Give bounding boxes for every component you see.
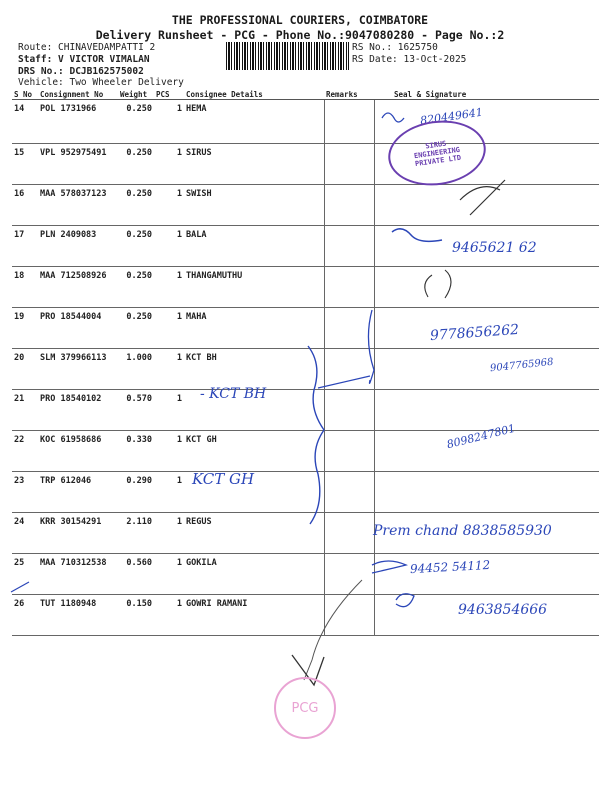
cell-sno: 22	[12, 431, 38, 472]
cell-sno: 19	[12, 308, 38, 349]
cell-sno: 18	[12, 267, 38, 308]
pcg-stamp-text: PCG	[291, 700, 319, 716]
cell-consignment: SLM 379966113	[38, 349, 118, 390]
cell-consignment: PLN 2409083	[38, 226, 118, 267]
cell-consignee: SWISH	[184, 185, 324, 226]
cell-pcs: 1	[154, 554, 184, 595]
cell-weight: 2.110	[118, 513, 154, 554]
vehicle-info: Vehicle: Two Wheeler Delivery	[18, 77, 184, 88]
cell-weight: 0.250	[118, 308, 154, 349]
cell-weight: 0.570	[118, 390, 154, 431]
cell-weight: 0.250	[118, 100, 154, 144]
cell-consignment: POL 1731966	[38, 100, 118, 144]
col-consignment: Consignment No	[38, 89, 118, 100]
hw-phone-25: 94452 54112	[409, 557, 491, 577]
cell-sno: 14	[12, 100, 38, 144]
hw-prem-chand: Prem chand 8838585930	[373, 523, 552, 539]
route-info: Route: CHINAVEDAMPATTI 2	[18, 42, 156, 53]
cell-consignee: SIRUS	[184, 144, 324, 185]
cell-pcs: 1	[154, 349, 184, 390]
hw-phone-22: 8098247801	[445, 421, 517, 452]
hw-phone-14: 820449641	[419, 105, 484, 128]
cell-pcs: 1	[154, 226, 184, 267]
col-consignee: Consignee Details	[184, 89, 324, 100]
cell-weight: 0.560	[118, 554, 154, 595]
col-seal: Seal & Signature	[374, 89, 599, 100]
cell-consignee: MAHA	[184, 308, 324, 349]
cell-sno: 23	[12, 472, 38, 513]
cell-sno: 17	[12, 226, 38, 267]
cell-consignee: THANGAMUTHU	[184, 267, 324, 308]
hw-kct-bh: - KCT BH	[200, 386, 267, 402]
company-title: THE PROFESSIONAL COURIERS, COIMBATORE	[171, 13, 429, 27]
col-sno: S No	[12, 89, 38, 100]
cell-weight: 0.290	[118, 472, 154, 513]
cell-pcs: 1	[154, 472, 184, 513]
cell-sno: 16	[12, 185, 38, 226]
hw-phone-20: 9047765968	[489, 356, 555, 375]
cell-sno: 21	[12, 390, 38, 431]
col-remarks: Remarks	[324, 89, 374, 100]
cell-consignment: TUT 1180948	[38, 595, 118, 636]
cell-sno: 24	[12, 513, 38, 554]
cell-weight: 0.250	[118, 185, 154, 226]
cell-weight: 0.250	[118, 267, 154, 308]
runsheet-subtitle: Delivery Runsheet - PCG - Phone No.:9047080280 - Page No.:2	[95, 28, 505, 42]
stamp-text: SIRUS ENGINEERING PRIVATE LTD	[413, 139, 462, 169]
cell-weight: 0.250	[118, 144, 154, 185]
cell-sno: 15	[12, 144, 38, 185]
cell-consignment: PRO 18544004	[38, 308, 118, 349]
cell-consignee: GOKILA	[184, 554, 324, 595]
cell-pcs: 1	[154, 595, 184, 636]
cell-pcs: 1	[154, 308, 184, 349]
cell-consignment: PRO 18540102	[38, 390, 118, 431]
hw-phone-26: 9463854666	[458, 602, 548, 618]
pcg-stamp	[274, 677, 336, 739]
drs-info: DRS No.: DCJB162575002	[18, 66, 144, 77]
cell-weight: 0.330	[118, 431, 154, 472]
cell-consignment: KOC 61958686	[38, 431, 118, 472]
cell-consignee: REGUS	[184, 513, 324, 554]
cell-pcs: 1	[154, 390, 184, 431]
hw-phone-17: 9465621 62	[452, 240, 537, 256]
col-pcs: PCS	[154, 89, 184, 100]
rs-date: RS Date: 13-Oct-2025	[352, 54, 467, 65]
cell-pcs: 1	[154, 100, 184, 144]
cell-pcs: 1	[154, 144, 184, 185]
cell-weight: 1.000	[118, 349, 154, 390]
col-weight: Weight	[118, 89, 154, 100]
cell-consignment: MAA 710312538	[38, 554, 118, 595]
cell-consignment: TRP 612046	[38, 472, 118, 513]
cell-sno: 25	[12, 554, 38, 595]
cell-weight: 0.250	[118, 226, 154, 267]
cell-consignment: KRR 30154291	[38, 513, 118, 554]
cell-consignee: KCT BH	[184, 349, 324, 390]
cell-pcs: 1	[154, 431, 184, 472]
cell-pcs: 1	[154, 513, 184, 554]
cell-consignment: MAA 578037123	[38, 185, 118, 226]
cell-consignee: BALA	[184, 226, 324, 267]
hw-kct-gh: KCT GH	[192, 470, 255, 488]
cell-consignee: HEMA	[184, 100, 324, 144]
cell-consignment: VPL 952975491	[38, 144, 118, 185]
cell-pcs: 1	[154, 185, 184, 226]
cell-sno: 20	[12, 349, 38, 390]
rs-number: RS No.: 1625750	[352, 42, 438, 53]
cell-consignment: MAA 712508926	[38, 267, 118, 308]
staff-info: Staff: V VICTOR VIMALAN	[18, 54, 150, 65]
cell-consignee: GOWRI RAMANI	[184, 595, 324, 636]
cell-consignee: KCT GH	[184, 431, 324, 472]
cell-weight: 0.150	[118, 595, 154, 636]
hw-phone-19: 9778656262	[429, 321, 520, 345]
cell-pcs: 1	[154, 267, 184, 308]
cell-sno: 26	[12, 595, 38, 636]
